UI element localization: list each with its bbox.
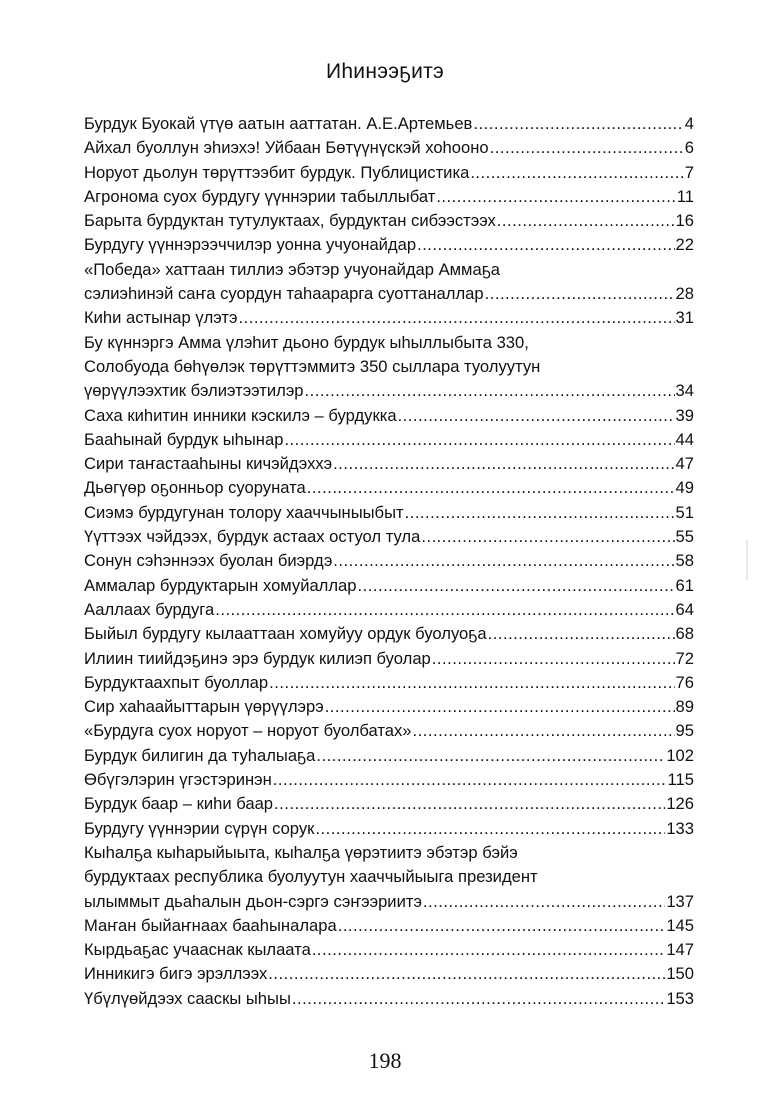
toc-entry-title-line: Бурдук Буокай үтүө аатын ааттатан. А.Е.Артемьев (84, 114, 473, 133)
toc-entry-page: 72 (675, 648, 694, 668)
toc-entry (84, 962, 694, 986)
dot-leader (273, 768, 667, 792)
toc-entry (84, 136, 694, 160)
toc-entry (84, 719, 694, 743)
toc-entry (84, 598, 694, 622)
toc-entry-page: 16 (675, 211, 694, 231)
dot-leader (305, 379, 675, 403)
toc-entry-page: 64 (675, 599, 694, 619)
toc-entry-last-line (84, 695, 694, 719)
dot-leader (473, 112, 683, 136)
toc-entry (84, 185, 694, 209)
toc-entry-page: 7 (684, 162, 694, 182)
dot-leader (268, 962, 665, 986)
scan-edge-mark (746, 540, 748, 580)
dot-leader (413, 719, 675, 743)
toc-entry (84, 476, 694, 500)
dot-leader (436, 185, 675, 209)
toc-entry-page: 4 (684, 114, 694, 133)
page-number: 198 (368, 1048, 402, 1073)
toc-entry-title-line: сэлиэhинэй саҥа суордун таhаарарга суоттаналлар (84, 284, 484, 304)
page-title: Иhинээҕитэ (325, 60, 445, 83)
toc-entry-title-line: Инникигэ бигэ эрэллээх (84, 964, 268, 984)
dot-leader (269, 671, 674, 695)
toc-entry-title-line: Үбүлүөйдээх сааскы ыhыы (84, 988, 291, 1008)
toc-entry-last-line (84, 501, 694, 525)
toc-entry-title-line: Ааллаах бурдуга (84, 599, 215, 619)
toc-entry-page: 89 (675, 697, 694, 717)
dot-leader (338, 914, 666, 938)
toc-entry (84, 501, 694, 525)
toc-entry-title-line: ылыммыт дьаhалын дьон-сэргэ сэҥээриитэ (84, 891, 422, 911)
dot-leader (284, 428, 674, 452)
toc-entry-last-line (84, 938, 694, 962)
toc-entry-page: 61 (675, 575, 694, 595)
dot-leader (405, 501, 675, 525)
dot-leader (312, 938, 666, 962)
toc-entry (84, 987, 694, 1011)
toc-entry-title-line: Бу күннэргэ Амма үлэhит дьоно бурдук ыhыллыбыта 330, (84, 332, 529, 352)
toc-entry-last-line (84, 792, 694, 816)
toc-entry-last-line (84, 209, 694, 233)
toc-entry (84, 306, 694, 330)
toc-entry-last-line (84, 719, 694, 743)
toc-entry (84, 233, 694, 257)
toc-entry-title-line: Бурдугу үүннэрээччилэр уонна учуонайдар (84, 235, 417, 255)
toc-entry-last-line (84, 428, 694, 452)
toc-entry-last-line (84, 476, 694, 500)
toc-entry-title-line: Сири таҥастааhыны кичэйдэххэ (84, 454, 333, 474)
toc-entry-title-line: Солобуода бөhүөлэк төрүттэммитэ 350 сыллара туолуутун (84, 356, 541, 376)
toc-entry-last-line (84, 306, 694, 330)
toc-entry-last-line (84, 914, 694, 938)
toc-entry-last-line (84, 962, 694, 986)
toc-entry-title-line: Илиин тиийдэҕинэ эрэ бурдук килиэп буолар (84, 648, 431, 668)
toc-entry-title-line: Бурдугу үүннэрии сүрүн сорук (84, 818, 315, 838)
toc-entry-title-line: Бурдук баар – киhи баар (84, 794, 274, 814)
dot-leader (423, 890, 665, 914)
toc-entry-page: 51 (675, 502, 694, 522)
dot-leader (490, 136, 684, 160)
toc-entry-title-line: Норуот дьолун төрүттээбит бурдук. Публицистика (84, 162, 470, 182)
toc-entry (84, 817, 694, 841)
dot-leader (358, 574, 675, 598)
dot-leader (485, 282, 675, 306)
toc-entry-last-line (84, 404, 694, 428)
toc-entry-last-line (84, 987, 694, 1011)
toc-entry-page: 6 (684, 138, 694, 158)
toc-entry-title-line: Өбүгэлэрин үгэстэринэн (84, 770, 272, 790)
dot-leader (274, 792, 665, 816)
toc-entry-title-line: Агронома суох бурдугу үүннэрии табыллыбат (84, 186, 436, 206)
toc-entry (84, 647, 694, 671)
toc-entry-title-line: үөрүүлээхтик бэлиэтээтилэр (84, 381, 304, 401)
toc-entry-title-line: Үүттээх чэйдээх, бурдук астаах остуол тула (84, 527, 421, 547)
toc-entry-title-line: Дьөгүөр оҕонньор суоруната (84, 478, 306, 498)
toc-entry (84, 914, 694, 938)
toc-entry (84, 574, 694, 598)
table-of-contents (84, 112, 694, 1011)
toc-entry-page: 22 (675, 235, 694, 255)
toc-entry-last-line (84, 136, 694, 160)
toc-entry-title-line: Барыта бурдуктан тутулуктаах, бурдуктан сибээстээх (84, 211, 496, 231)
toc-entry-title-line: Аммалар бурдуктарын хомуйаллар (84, 575, 357, 595)
toc-entry (84, 695, 694, 719)
toc-entry-title-line: Кырдьаҕас учааснак кылаата (84, 940, 311, 960)
dot-leader (292, 987, 665, 1011)
toc-entry-last-line (84, 525, 694, 549)
toc-entry (84, 428, 694, 452)
toc-entry-page: 39 (675, 405, 694, 425)
dot-leader (238, 306, 674, 330)
toc-entry-page: 145 (666, 915, 694, 935)
toc-entry-page: 47 (675, 454, 694, 474)
toc-entry (84, 549, 694, 573)
toc-entry-title-line: Сир хаhаайыттарын үөрүүлэрэ (84, 697, 324, 717)
toc-entry-page: 55 (675, 527, 694, 547)
toc-entry-last-line (84, 549, 694, 573)
toc-entry-page: 58 (675, 551, 694, 571)
toc-entry (84, 161, 694, 185)
toc-entry-page: 133 (666, 818, 694, 838)
toc-entry (84, 622, 694, 646)
toc-entry-page: 76 (675, 672, 694, 692)
toc-entry-page: 49 (675, 478, 694, 498)
toc-entry-title-line: Саха киhитин инники кэскилэ – бурдукка (84, 405, 397, 425)
toc-entry-title-line: Киhи астынар үлэтэ (84, 308, 238, 328)
dot-leader (417, 233, 674, 257)
dot-leader (432, 647, 675, 671)
dot-leader (421, 525, 674, 549)
toc-entry-title-line: Бурдук билигин да туhалыаҕа (84, 745, 316, 765)
dot-leader (315, 817, 665, 841)
toc-entry-title-line: бурдуктаах республика буолуутун хааччыйыыга президент (84, 867, 538, 887)
toc-entry-page: 153 (666, 988, 694, 1008)
toc-entry-title-line: Маҥан быйаҥнаах бааhыналара (84, 915, 337, 935)
toc-entry (84, 768, 694, 792)
toc-entry-last-line (84, 817, 694, 841)
dot-leader (325, 695, 675, 719)
toc-entry-last-line (84, 890, 694, 914)
dot-leader (497, 209, 675, 233)
toc-entry-title-line: Сиэмэ бурдугунан толору хааччыныыбыт (84, 502, 404, 522)
toc-entry-page: 150 (666, 964, 694, 984)
dot-leader (333, 452, 674, 476)
toc-entry-page: 137 (666, 891, 694, 911)
toc-entry-page: 115 (667, 770, 694, 790)
toc-entry-last-line (84, 768, 694, 792)
toc-entry-title-line: «Победа» хаттаан тиллиэ эбэтэр учуонайдар Аммаҕа (84, 259, 501, 279)
dot-leader (307, 476, 675, 500)
toc-entry-title-line: Бааhынай бурдук ыhынар (84, 429, 284, 449)
toc-entry (84, 209, 694, 233)
toc-entry (84, 452, 694, 476)
toc-entry-page: 44 (675, 429, 694, 449)
toc-entry-last-line (84, 379, 694, 403)
toc-entry-page: 95 (675, 721, 694, 741)
dot-leader (215, 598, 674, 622)
toc-entry-last-line (84, 452, 694, 476)
toc-entry-last-line (84, 744, 694, 768)
toc-entry-page: 102 (666, 745, 694, 765)
toc-entry-last-line (84, 112, 694, 136)
toc-entry (84, 938, 694, 962)
toc-entry (84, 112, 694, 136)
toc-entry-title-line: Быйыл бурдугу кылааттаан хомуйуу ордук буолуоҕа (84, 624, 487, 644)
toc-entry-title-line: Кыhалҕа кыhарыйыыта, кыhалҕа үөрэтиитэ эбэтэр бэйэ (84, 842, 518, 862)
toc-entry-last-line (84, 233, 694, 257)
toc-entry-title-line: Айхал буоллун эhиэхэ! Уйбаан Бөтүүнүскэй хоhооно (84, 138, 489, 158)
toc-entry-last-line (84, 647, 694, 671)
toc-entry (84, 525, 694, 549)
toc-entry-page: 34 (675, 381, 694, 401)
toc-entry (84, 404, 694, 428)
toc-entry-page: 31 (675, 308, 694, 328)
dot-leader (488, 622, 675, 646)
toc-entry-title-line: Бурдуктаахпыт буоллар (84, 672, 269, 692)
toc-entry-title-line: «Бурдуга суох норуот – норуот буолбатах» (84, 721, 412, 741)
toc-entry (84, 792, 694, 816)
toc-entry-page: 126 (666, 794, 694, 814)
toc-entry-last-line (84, 671, 694, 695)
toc-entry (84, 671, 694, 695)
toc-entry-page: 11 (676, 186, 694, 206)
dot-leader (316, 744, 665, 768)
dot-leader (333, 549, 674, 573)
toc-entry-last-line (84, 574, 694, 598)
toc-entry (84, 744, 694, 768)
toc-entry-page: 68 (675, 624, 694, 644)
toc-entry-page: 28 (675, 284, 694, 304)
toc-entry-last-line (84, 282, 694, 306)
toc-entry (84, 258, 694, 307)
toc-entry-last-line (84, 622, 694, 646)
toc-entry-page: 147 (666, 940, 694, 960)
toc-entry-last-line (84, 161, 694, 185)
toc-entry-title-line: Сонун сэhэннээх буолан биэрдэ (84, 551, 333, 571)
toc-entry (84, 331, 694, 404)
toc-entry (84, 841, 694, 914)
dot-leader (470, 161, 683, 185)
toc-entry-last-line (84, 598, 694, 622)
dot-leader (398, 404, 675, 428)
toc-entry-last-line (84, 185, 694, 209)
